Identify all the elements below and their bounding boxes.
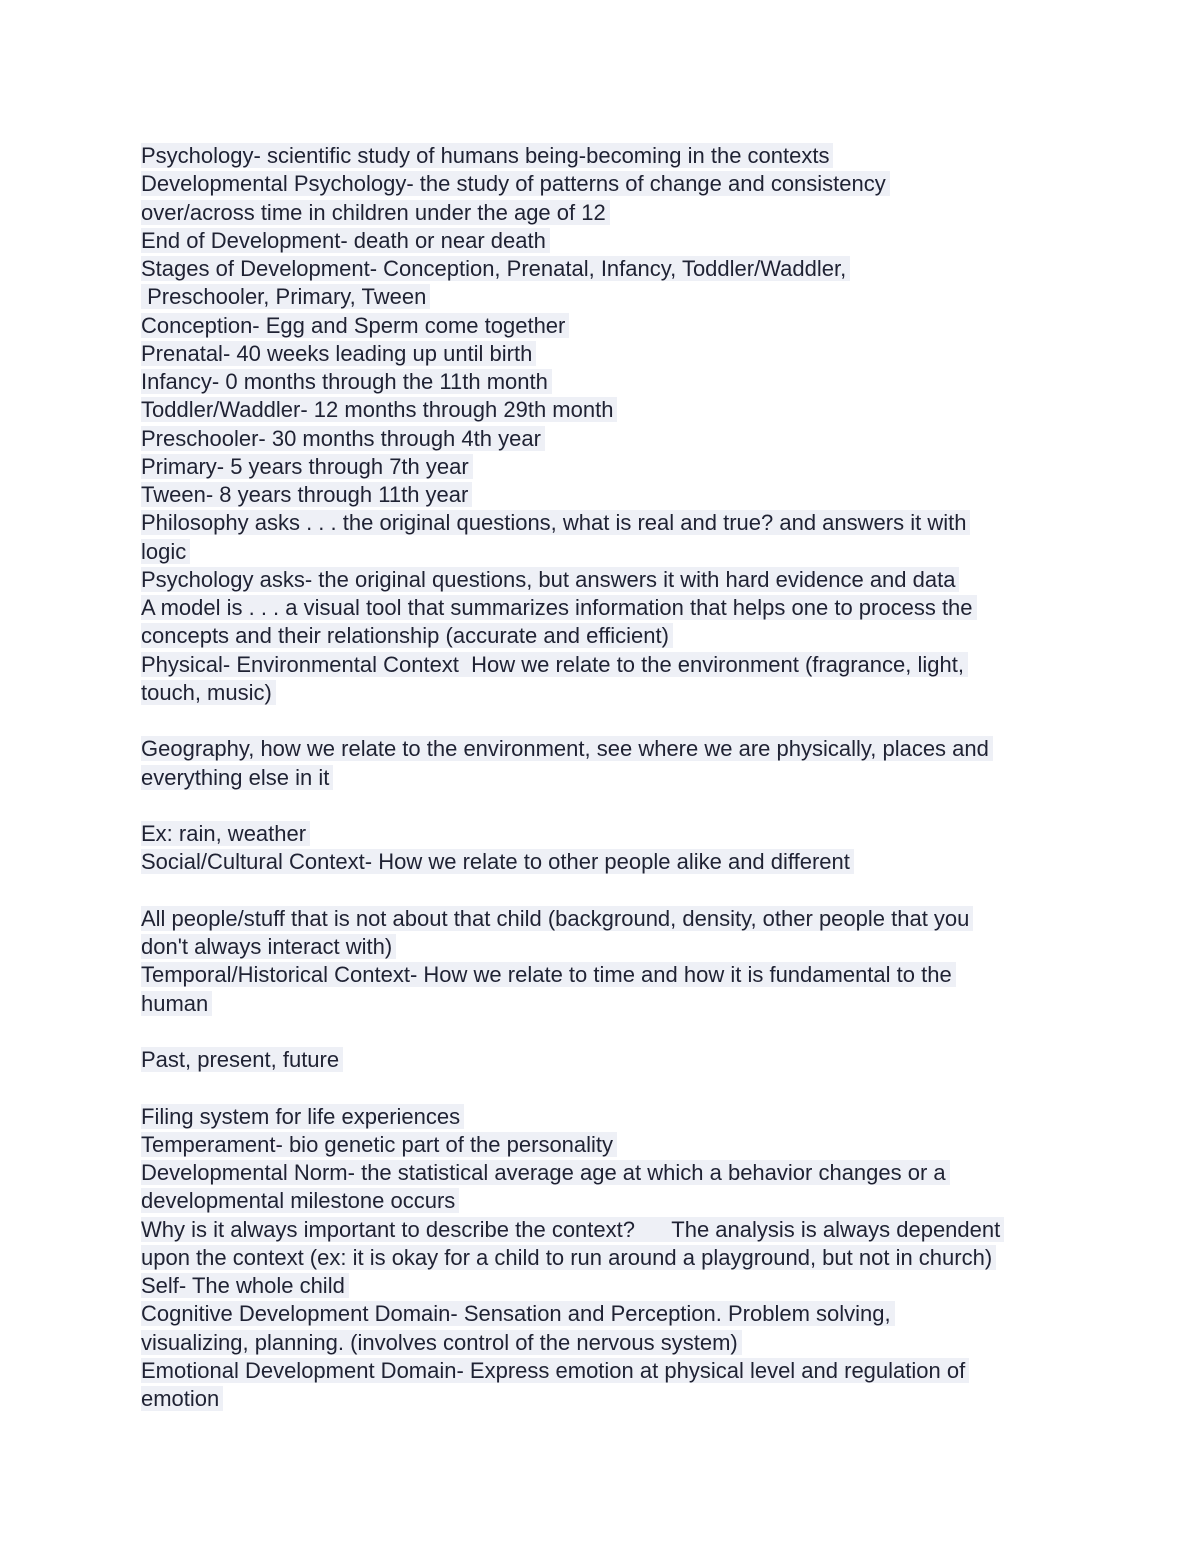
text-line — [141, 1187, 1081, 1215]
document-page — [141, 142, 1081, 1413]
text-line — [141, 735, 1081, 763]
text-line — [141, 425, 1081, 453]
text-line — [141, 622, 1081, 650]
text-line — [141, 933, 1081, 961]
text-line — [141, 594, 1081, 622]
text-line — [141, 905, 1081, 933]
line-text: everything else in it — [141, 765, 333, 790]
line-text: upon the context (ex: it is okay for a child to run around a playground, but not in church) — [141, 1245, 996, 1270]
text-line — [141, 1131, 1081, 1159]
text-line — [141, 199, 1081, 227]
line-text: Ex: rain, weather — [141, 821, 310, 846]
line-text: Cognitive Development Domain- Sensation and Perception. Problem solving, — [141, 1301, 895, 1326]
line-text: touch, music) — [141, 680, 276, 705]
line-text: visualizing, planning. (involves control of the nervous system) — [141, 1330, 742, 1355]
text-line — [141, 538, 1081, 566]
line-text: concepts and their relationship (accurate and efficient) — [141, 623, 673, 648]
text-line — [141, 848, 1081, 876]
blank-line — [141, 1074, 1081, 1102]
line-text: Primary- 5 years through 7th year — [141, 454, 473, 479]
line-text: Prenatal- 40 weeks leading up until birth — [141, 341, 536, 366]
line-text: All people/stuff that is not about that child (background, density, other people that you — [141, 906, 973, 931]
text-line — [141, 283, 1081, 311]
text-line — [141, 340, 1081, 368]
line-text: Past, present, future — [141, 1047, 343, 1072]
line-text: Infancy- 0 months through the 11th month — [141, 369, 552, 394]
line-text — [141, 708, 145, 733]
text-line — [141, 1046, 1081, 1074]
text-line — [141, 396, 1081, 424]
text-line — [141, 453, 1081, 481]
line-text: Social/Cultural Context- How we relate to other people alike and different — [141, 849, 854, 874]
text-line — [141, 566, 1081, 594]
line-text: Emotional Development Domain- Express emotion at physical level and regulation of — [141, 1358, 969, 1383]
text-line — [141, 820, 1081, 848]
line-text: human — [141, 991, 212, 1016]
text-line — [141, 170, 1081, 198]
text-line — [141, 1216, 1081, 1244]
text-line — [141, 1159, 1081, 1187]
text-line — [141, 764, 1081, 792]
line-text — [141, 878, 145, 903]
line-text: Tween- 8 years through 11th year — [141, 482, 472, 507]
line-text: Stages of Development- Conception, Prenatal, Infancy, Toddler/Waddler, — [141, 256, 850, 281]
line-text: Temporal/Historical Context- How we relate to time and how it is fundamental to the — [141, 962, 956, 987]
line-text: Developmental Norm- the statistical average age at which a behavior changes or a — [141, 1160, 950, 1185]
text-line — [141, 227, 1081, 255]
text-line — [141, 961, 1081, 989]
blank-line — [141, 707, 1081, 735]
line-text: Geography, how we relate to the environment, see where we are physically, places and — [141, 736, 993, 761]
line-text — [141, 1019, 145, 1044]
line-text: Psychology asks- the original questions, but answers it with hard evidence and data — [141, 567, 959, 592]
line-text: Filing system for life experiences — [141, 1104, 464, 1129]
line-text: Preschooler, Primary, Tween — [141, 284, 430, 309]
text-line — [141, 990, 1081, 1018]
line-text: Toddler/Waddler- 12 months through 29th month — [141, 397, 617, 422]
line-text: developmental milestone occurs — [141, 1188, 459, 1213]
line-text: Developmental Psychology- the study of patterns of change and consistency — [141, 171, 890, 196]
line-text: Temperament- bio genetic part of the personality — [141, 1132, 617, 1157]
blank-line — [141, 1018, 1081, 1046]
line-text: logic — [141, 539, 190, 564]
text-line — [141, 1357, 1081, 1385]
line-text: over/across time in children under the age of 12 — [141, 200, 610, 225]
line-text: Self- The whole child — [141, 1273, 349, 1298]
line-text: Why is it always important to describe the context? The analysis is always dependent — [141, 1217, 1004, 1242]
text-line — [141, 1329, 1081, 1357]
text-line — [141, 1272, 1081, 1300]
line-text: Psychology- scientific study of humans being-becoming in the contexts — [141, 143, 833, 168]
line-text — [141, 1075, 145, 1100]
line-text: Preschooler- 30 months through 4th year — [141, 426, 545, 451]
line-text: emotion — [141, 1386, 223, 1411]
text-line — [141, 255, 1081, 283]
text-line — [141, 1385, 1081, 1413]
text-line — [141, 679, 1081, 707]
text-line — [141, 142, 1081, 170]
text-line — [141, 1244, 1081, 1272]
text-line — [141, 509, 1081, 537]
line-text: don't always interact with) — [141, 934, 396, 959]
line-text: Conception- Egg and Sperm come together — [141, 313, 569, 338]
text-line — [141, 481, 1081, 509]
line-text: End of Development- death or near death — [141, 228, 550, 253]
line-text: A model is . . . a visual tool that summarizes information that helps one to process the — [141, 595, 977, 620]
text-line — [141, 651, 1081, 679]
text-line — [141, 368, 1081, 396]
line-text: Physical- Environmental Context How we relate to the environment (fragrance, light, — [141, 652, 968, 677]
text-line — [141, 1300, 1081, 1328]
blank-line — [141, 877, 1081, 905]
line-text — [141, 793, 145, 818]
line-text: Philosophy asks . . . the original questions, what is real and true? and answers it with — [141, 510, 970, 535]
text-line — [141, 1103, 1081, 1131]
blank-line — [141, 792, 1081, 820]
text-line — [141, 312, 1081, 340]
